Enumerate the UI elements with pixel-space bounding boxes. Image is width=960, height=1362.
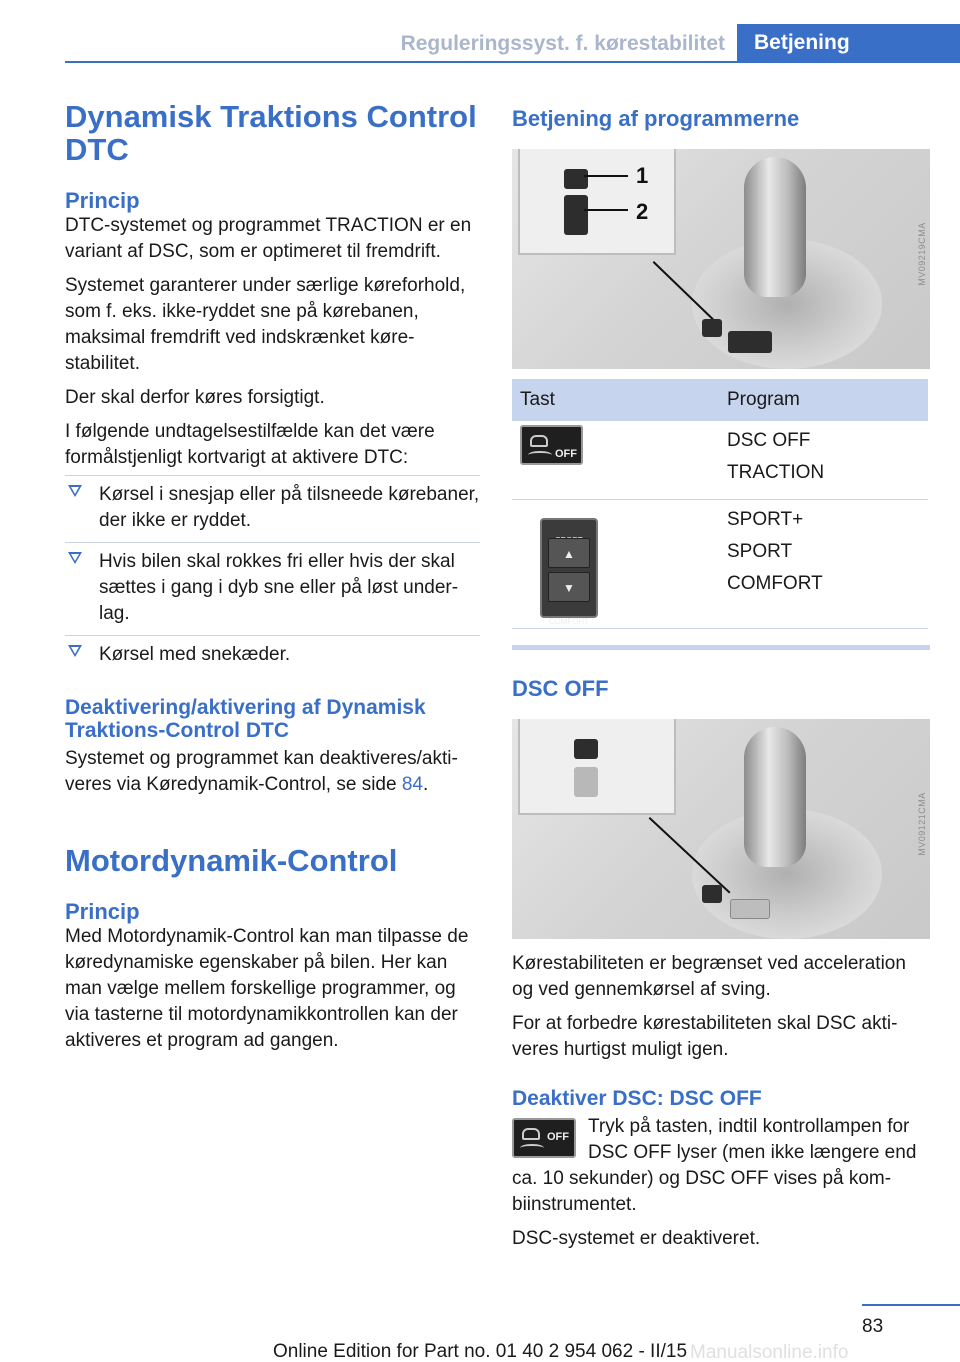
left-column <box>65 100 480 1054</box>
column-header-program: Program <box>727 379 928 421</box>
console-photo-1 <box>512 149 930 369</box>
column-header-tast: Tast <box>512 379 727 421</box>
leader-line-1 <box>584 175 628 177</box>
program-sport: SPORT <box>727 541 793 562</box>
edition-text: Online Edition for Part no. 01 40 2 954 062 - II/15 <box>272 1341 688 1362</box>
paragraph-dtc-system: DTC-systemet og programmet TRACTION er en variant af DSC, som er optimeret til fremdrift. <box>65 215 472 262</box>
page-link[interactable]: 84 <box>401 774 423 795</box>
console-dsc-button <box>702 319 722 337</box>
right-column <box>512 100 930 1252</box>
footer-rule <box>862 1304 960 1306</box>
sport-comfort-switch-icon: ▲ ▼ COMFORT <box>540 518 598 618</box>
bullet-list <box>65 475 480 676</box>
heading-motordynamik: Motordynamik-Control <box>65 843 398 878</box>
triangle-bullet-icon <box>68 645 82 657</box>
heading-deaktiver-dsc: Deaktiver DSC: DSC OFF <box>512 1087 762 1110</box>
leader-line-2 <box>584 209 628 211</box>
inset-panel <box>518 149 676 255</box>
program-dsc-off: DSC OFF <box>727 430 811 451</box>
inset-mode-button <box>574 767 598 797</box>
header-rule <box>65 61 960 63</box>
paragraph-korestabilitet: Kørestabiliteten er begrænset ved acceleration og ved gennemkørsel af sving. <box>512 953 906 1000</box>
gear-knob <box>744 157 806 297</box>
list-item: Kørsel med snekæder. <box>65 636 480 676</box>
heading-dtc: Dynamisk Traktions Control DTC <box>65 99 477 167</box>
program-comfort: COMFORT <box>727 573 823 594</box>
console-mode-button <box>730 899 770 919</box>
table-row <box>512 500 928 629</box>
heading-betjening: Betjening af programmerne <box>512 106 800 131</box>
program-sport-plus: SPORT+ <box>727 509 804 530</box>
heading-dsc-off: DSC OFF <box>512 676 609 701</box>
callout-2: 2 <box>636 199 649 224</box>
image-code: MV09219CMA <box>917 222 928 286</box>
heading-princip: Princip <box>65 188 140 213</box>
console-mode-button <box>728 331 772 353</box>
console-dsc-button <box>702 885 722 903</box>
heading-deaktivering: Deaktivering/aktivering af Dynamisk Traktions-Control DTC <box>65 696 426 742</box>
list-item: Hvis bilen skal rokkes fri eller hvis der skal sættes i gang i dyb sne eller på løst underlag. <box>65 543 480 636</box>
dsc-off-button-icon: OFF <box>520 425 583 465</box>
triangle-bullet-icon <box>68 485 82 497</box>
console-photo-2 <box>512 719 930 939</box>
program-table <box>512 379 928 629</box>
list-item: Kørsel i snesjap eller på tilsneede kørebaner, der ikke er ryddet. <box>65 476 480 543</box>
inset-dsc-button <box>564 169 588 189</box>
heading-princip-2: Princip <box>65 899 140 924</box>
watermark: Manualsonline.info <box>690 1342 849 1362</box>
program-traction: TRACTION <box>727 462 825 483</box>
section-divider <box>512 645 930 650</box>
table-row <box>512 421 928 500</box>
gear-knob <box>744 727 806 867</box>
paragraph-forsigtigt: Der skal derfor køres forsigtigt. <box>65 387 325 408</box>
paragraph-deaktiveret: DSC-systemet er deaktiveret. <box>512 1228 761 1249</box>
instruction-block <box>512 1114 930 1218</box>
callout-1: 1 <box>636 163 649 188</box>
paragraph-forbedre: For at forbedre kørestabiliteten skal DSC aktiveres hurtigst muligt igen. <box>512 1013 898 1060</box>
inset-panel <box>518 719 676 815</box>
paragraph-deaktivering: Systemet og programmet kan deaktiveres/aktiveres via Køredynamik-Control, se side 84. <box>65 748 458 795</box>
inset-mode-button <box>564 195 588 235</box>
paragraph-motordynamik: Med Motordynamik-Control kan man tilpasse de køredynamiske egenskaber på bilen. Her kan man vælge mellem forskellige programmer, og via tasterne til motordynamikkontrollen kan der aktiveres et program ad gangen. <box>65 926 469 1051</box>
paragraph-tryk: Tryk på tasten, indtil kontrollampen for DSC OFF lyser (men ikke længere end ca. 10 sekunder) og DSC OFF vises på kombiinstrumentet. <box>512 1116 917 1215</box>
header-chapter-tab[interactable]: Betjening <box>737 24 960 62</box>
paragraph-system-garanterer: Systemet garanterer under særlige køreforhold, som f. eks. ikke-ryddet sne på kørebanen, maksimal fremdrift ved indskrænket kørestabilitet. <box>65 275 466 374</box>
image-code: MV09121CMA <box>917 792 928 856</box>
header-section-title: Reguleringssyst. f. kørestabilitet <box>400 32 725 55</box>
page-number: 83 <box>862 1316 884 1337</box>
inset-dsc-button <box>574 739 598 759</box>
dsc-off-button-icon: OFF <box>512 1118 576 1158</box>
triangle-bullet-icon <box>68 552 82 564</box>
paragraph-undtagelse: I følgende undtagelsestilfælde kan det være formålstjenligt kortvarigt at aktivere DTC: <box>65 421 435 468</box>
